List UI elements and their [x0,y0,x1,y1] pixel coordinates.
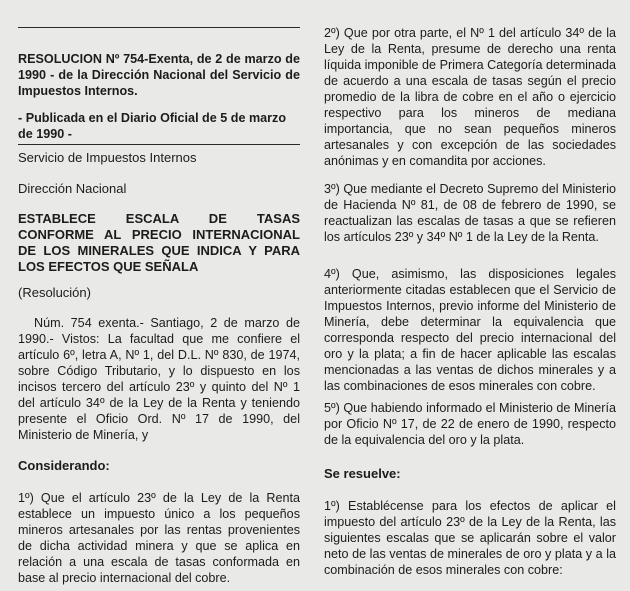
vistos-paragraph: Núm. 754 exenta.- Santiago, 2 de marzo de 1990.- Vistos: La facultad que me confiere el artículo 6º, letra A, Nº 1, del D.L. Nº 830, de 1974, sobre Código Tributario, y lo dispuesto en los incisos tercero del artículo 23º y quinto del Nº 1 del artículo 34º de la Ley de la Renta y teniendo presente el Oficio Ord. Nº 17 de 1990, del Ministerio de Minería, y [18,316,300,442]
resuelve-heading: Se resuelve: [324,466,401,481]
resolution-title: RESOLUCION Nº 754-Exenta, de 2 de marzo de 1990 - de la Dirección Nacional del Servicio de Impuestos Internos. [18,52,300,98]
header-rule [18,144,300,145]
publication-note: - Publicada en el Diario Oficial de 5 de marzo de 1990 - [18,111,287,141]
direction-name: Dirección Nacional [18,181,127,196]
considerando-2: 2º) Que por otra parte, el Nº 1 del artículo 34º de la Ley de la Renta, presume de derecho una renta líquida imponible de Primera Categoría determinada de acuerdo a una escala de tasas según el precio promedio de la libra de cobre en el año o ejercicio respectivo para los mineros de mediana importancia, que no sean pequeños mineros artesanales y con excepción de las sociedades anónimas y en comandita por acciones. [324,26,616,168]
considerando-3: 3º) Que mediante el Decreto Supremo del Ministerio de Hacienda Nº 81, de 08 de febrero de 1990, se reactualizan las escalas de tasas a que se refieren los artículos 23º y 34º Nº 1 de la Ley de la Renta. [324,182,616,244]
resuelve-1: 1º) Establécense para los efectos de aplicar el impuesto del artículo 23º de la Ley de la Renta, las siguientes escalas que se aplicarán sobre el valor neto de las ventas de minerales de oro y plata y a la combinación de esos minerales con cobre: [324,499,616,577]
considerando-4: 4º) Que, asimismo, las disposiciones legales anteriormente citadas establecen que el Servicio de Impuestos Internos, previo informe del Ministerio de Minería, debe determinar la equivalencia que corresponda respecto del precio internacional del oro y la plata; a fin de hacer aplicable las escalas mencionadas a las ventas de dichos minerales y a las combinaciones de esos minerales con cobre. [324,267,616,393]
service-name: Servicio de Impuestos Internos [18,150,197,165]
top-rule [18,27,300,28]
resolution-headline: ESTABLECE ESCALA DE TASAS CONFORME AL PRECIO INTERNACIONAL DE LOS MINERALES QUE INDICA Y PARA LOS EFECTOS QUE SEÑALA [18,211,300,274]
considerando-1: 1º) Que el artículo 23º de la Ley de la Renta establece un impuesto único a los pequeños mineros artesanales por las rentas provenientes de dicha actividad minera y que se aplica en relación a una escala de tasas conformada en base al precio internacional del cobre. [18,491,300,585]
considerando-heading: Considerando: [18,458,110,473]
considerando-5: 5º) Que habiendo informado el Ministerio de Minería por Oficio Nº 17, de 22 de enero de 1990, respecto de la equivalencia del oro y la plata. [324,401,616,447]
resolution-label: (Resolución) [18,285,91,300]
